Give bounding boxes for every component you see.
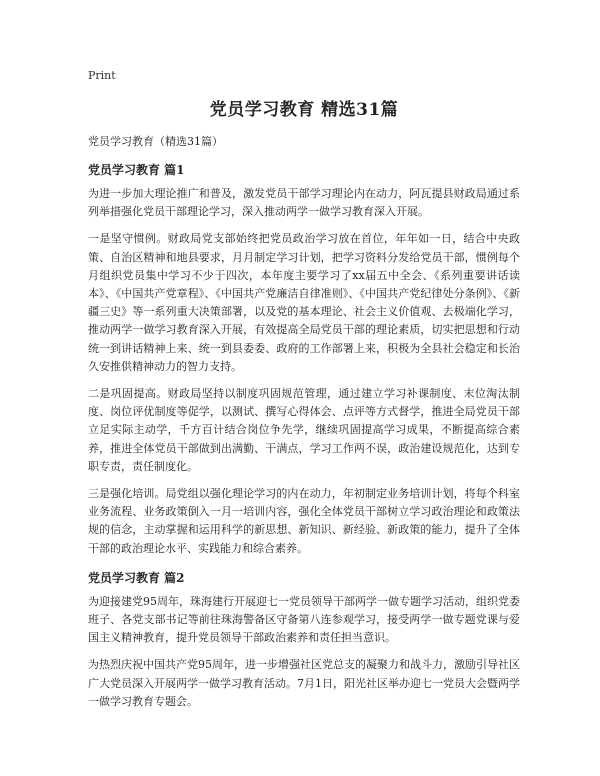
section-heading-2: 党员学习教育 篇2	[88, 570, 185, 585]
paragraph: 一是坚守惯例。财政局党支部始终把党员政治学习放在首位，年年如一日，结合中央政策、自治区精神和地县要求，月月制定学习计划，把学习资料分发给党员干部，惯例每个月组织党员集中学习不少于四次，本年度主要学习了xx届五中全会、《系列重要讲话读本》、《中国共产党章程》、《中国共产党廉洁自律准则》、《中国共产党纪律处分条例》、《新疆三史》等一系列重大决策部署，以及党的基本理论、社会主义价值观、去极端化学习，推动两学一做学习教育深入开展，有效提高全局党员干部的理论素质，切实把思想和行动统一到讲话精神上来、统一到县委委、政府的工作部署上来，积极为全县社会稳定和长治久安推供精神动力的智力支持。	[88, 232, 520, 373]
document-subtitle: 党员学习教育（精选31篇）	[88, 135, 223, 148]
document-title: 党员学习教育 精选31篇	[209, 100, 399, 120]
section-heading-1: 党员学习教育 篇1	[88, 163, 185, 177]
paragraph: 为进一步加大理论推广和普及，激发党员干部学习理论内在动力，阿瓦提县财政局通过系列举措强化党员干部理论学习，深入推动两学一做学习教育深入开展。	[88, 187, 520, 219]
print-label: Print	[88, 69, 116, 82]
paragraph: 三是强化培训。局党组以强化理论学习的内在动力，年初制定业务培训计划，将每个科室业务流程、业务政策倒入一月一培训内容，强化全体党员干部树立学习政治理论和政策法规的信念，主动掌握和运用科学的新思想、新知识、新经验、新政策的能力，提升了全体干部的政治理论水平、实践能力和综合素养。	[88, 487, 520, 555]
paragraph: 为热烈庆祝中国共产党95周年，进一步增强社区党总支的凝聚力和战斗力，激励引导社区广大党员深入开展两学一做学习教育活动。7月1日，阳光社区举办迎七一党员大会暨两学一做学习教育专题会。	[88, 658, 520, 708]
document-page	[88, 68, 520, 711]
paragraph: 二是巩固提高。财政局坚持以制度巩固规范管理，通过建立学习补课制度、末位淘汰制度、岗位评优制度等促学，以测试、撰写心得体会、点评等方式督学，推进全局党员干部立足实际主动学，千方百计结合岗位争先学，继续巩固提高学习成果，不断提高综合素养，推进全体党员干部做到出满勤、干满点，学习工作两不误，政治建设规范化，达到专职专责，责任制度化。	[88, 387, 520, 473]
paragraph: 为迎接建党95周年，珠海建行开展迎七一党员领导干部两学一做专题学习活动，组织党委班子、各党支部书记等前往珠海警备区守备第八连参观学习，接受两学一做专题党课与爱国主义精神教育，提升党员领导干部政治素养和责任担当意识。	[88, 594, 520, 645]
